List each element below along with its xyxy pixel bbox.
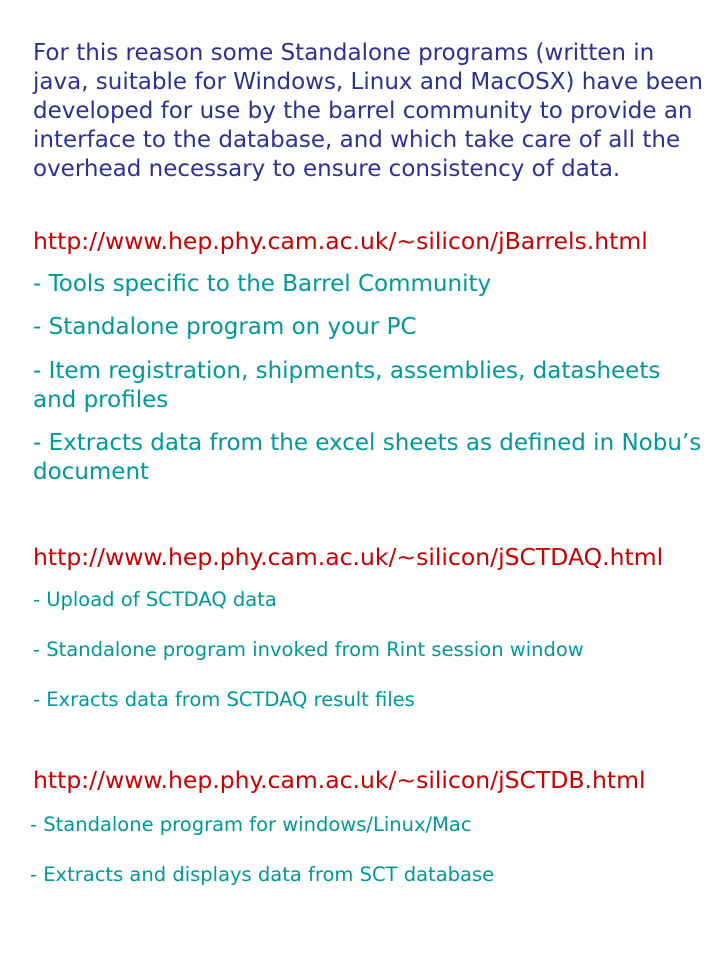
jsctdaq-item-results: - Exracts data from SCTDAQ result files xyxy=(33,688,415,711)
jsctdaq-url[interactable]: http://www.hep.phy.cam.ac.uk/~silicon/jSCTDAQ.html xyxy=(33,543,664,571)
jbarrels-url[interactable]: http://www.hep.phy.cam.ac.uk/~silicon/jBarrels.html xyxy=(33,227,648,255)
jbarrels-item-tools: - Tools specific to the Barrel Community xyxy=(33,271,492,297)
jsctdaq-item-rint: - Standalone program invoked from Rint session window xyxy=(33,638,584,661)
jsctdb-item-standalone: - Standalone program for windows/Linux/Mac xyxy=(30,813,472,836)
jsctdb-url[interactable]: http://www.hep.phy.cam.ac.uk/~silicon/jSCTDB.html xyxy=(33,766,646,794)
jbarrels-item-extracts: - Extracts data from the excel sheets as defined in Nobu’s document xyxy=(33,430,702,485)
jbarrels-item-standalone: - Standalone program on your PC xyxy=(33,314,417,340)
jsctdb-item-displays: - Extracts and displays data from SCT database xyxy=(30,863,495,886)
jsctdaq-item-upload: - Upload of SCTDAQ data xyxy=(33,588,277,611)
jbarrels-item-registration: - Item registration, shipments, assemblies, datasheets and profiles xyxy=(33,358,661,413)
intro-paragraph: For this reason some Standalone programs (written in java, suitable for Windows, Linux and MacOSX) have been developed for use by the barrel community to provide an interface to the database, and which take care of all the overhead necessary to ensure consistency of data. xyxy=(33,40,703,182)
